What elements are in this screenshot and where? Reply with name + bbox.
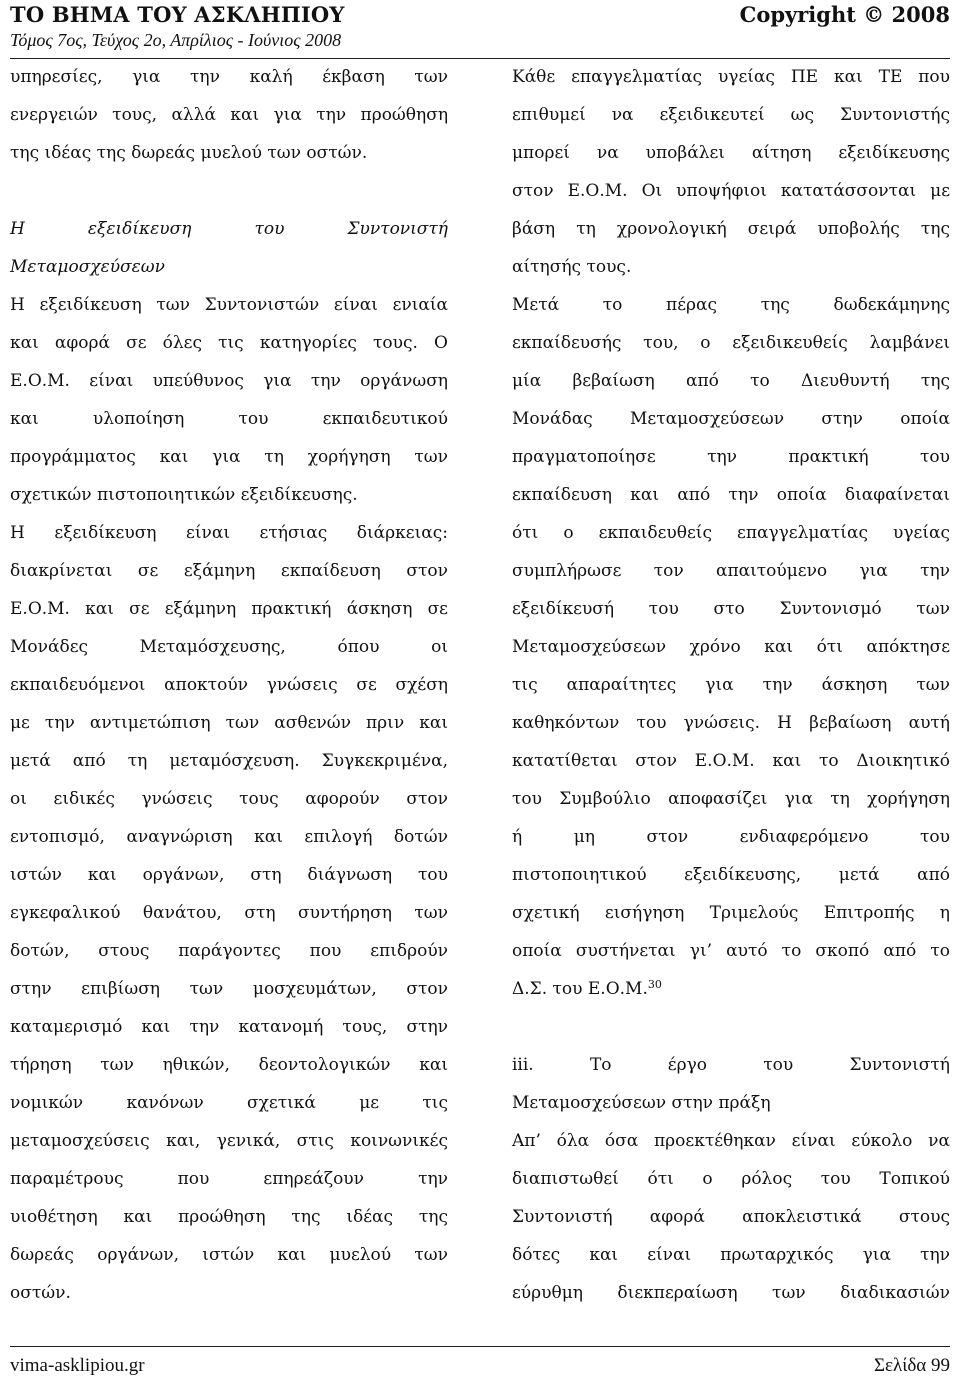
right-text-line <box>512 932 950 970</box>
right-text-line <box>512 1084 950 1122</box>
right-text-line <box>512 248 950 286</box>
left-text-line <box>10 1008 448 1046</box>
right-text-line <box>512 58 950 96</box>
line-text: και αφορά σε όλες τις κατηγορίες τους. Ο <box>10 333 448 353</box>
right-text-line <box>512 476 950 514</box>
line-text: τήρηση των ηθικών, δεοντολογικών και <box>10 1055 448 1075</box>
line-text: Η εξειδίκευση των Συντονιστών είναι ενιαία <box>10 295 448 315</box>
right-text-line <box>512 666 950 704</box>
right-text-line <box>512 590 950 628</box>
line-text: δωρεάς οργάνων, ιστών και μυελού των <box>10 1245 448 1265</box>
left-text-line <box>10 96 448 134</box>
right-text-line <box>512 134 950 172</box>
paragraph-gap <box>10 172 448 210</box>
line-text: της ιδέας της δωρεάς μυελού των οστών. <box>10 143 368 163</box>
line-text: εγκεφαλικού θανάτου, στη συντήρηση των <box>10 903 448 923</box>
line-text: ή μη στον ενδιαφερόμενο του <box>512 827 950 847</box>
line-text: εξειδίκευσή του στο Συντονισμό των <box>512 599 950 619</box>
line-text: και υλοποίηση του εκπαιδευτικού <box>10 409 448 429</box>
line-text: εκπαιδευόμενοι αποκτούν γνώσεις σε σχέση <box>10 675 448 695</box>
line-text: βάση τη χρονολογική σειρά υποβολής της <box>512 219 950 239</box>
line-text: κατατίθεται στον Ε.Ο.Μ. και το Διοικητικό <box>512 751 950 771</box>
line-text: πραγματοποίησε την πρακτική του <box>512 447 950 467</box>
footnote-reference: 30 <box>647 978 662 991</box>
right-text-line <box>512 628 950 666</box>
left-text-line <box>10 894 448 932</box>
right-text-line <box>512 894 950 932</box>
right-text-line <box>512 96 950 134</box>
line-text: καταμερισμό και την κατανομή τους, στην <box>10 1017 448 1037</box>
line-text: του Συμβούλιο αποφασίζει για τη χορήγηση <box>512 789 950 809</box>
left-text-line <box>10 248 448 286</box>
left-text-line <box>10 1084 448 1122</box>
line-text: εύρυθμη διεκπεραίωση των διαδικασιών <box>512 1283 950 1303</box>
left-text-line <box>10 134 448 172</box>
left-text-line <box>10 514 448 552</box>
line-text: προγράμματος και για τη χορήγηση των <box>10 447 448 467</box>
right-text-line <box>512 400 950 438</box>
page-footer <box>10 1346 950 1381</box>
line-text: πιστοποιητικού εξειδίκευσης, μετά από <box>512 865 950 885</box>
right-text-line <box>512 1160 950 1198</box>
left-text-line <box>10 1198 448 1236</box>
line-text: Μεταμοσχεύσεων στην πράξη <box>512 1093 771 1113</box>
line-text: Η εξειδίκευση είναι ετήσιας διάρκειας: <box>10 523 448 543</box>
journal-title: ΤΟ ΒΗΜΑ ΤΟΥ ΑΣΚΛΗΠΙΟΥ <box>10 2 345 27</box>
line-text: νομικών κανόνων σχετικά με τις <box>10 1093 448 1113</box>
line-text: δοτών, στους παράγοντες που επιδρούν <box>10 941 448 961</box>
left-text-line <box>10 742 448 780</box>
line-text: Μεταμοσχεύσεων χρόνο και ότι απόκτησε <box>512 637 950 657</box>
left-text-line <box>10 1236 448 1274</box>
left-text-line <box>10 552 448 590</box>
right-text-line <box>512 438 950 476</box>
line-text: δότες και είναι πρωταρχικός για την <box>512 1245 950 1265</box>
line-text: iii. Το έργο του Συντονιστή <box>512 1055 950 1075</box>
right-text-line <box>512 1236 950 1274</box>
left-text-line <box>10 210 448 248</box>
line-text: μετά από τη μεταμόσχευση. Συγκεκριμένα, <box>10 751 448 771</box>
line-text: με την αντιμετώπιση των ασθενών πριν και <box>10 713 448 733</box>
line-text: οποία συστήνεται γι’ αυτό το σκοπό από το <box>512 941 950 961</box>
line-text: συμπλήρωσε τον απαιτούμενο για την <box>512 561 950 581</box>
line-text: Συντονιστή αφορά αποκλειστικά στους <box>512 1207 950 1227</box>
line-text: υπηρεσίες, για την καλή έκβαση των <box>10 67 448 87</box>
line-text: διαπιστωθεί ότι ο ρόλος του Τοπικού <box>512 1169 950 1189</box>
left-text-line <box>10 932 448 970</box>
line-text: εκπαίδευσής του, ο εξειδικευθείς λαμβάνει <box>512 333 950 353</box>
line-text: Κάθε επαγγελματίας υγείας ΠΕ και ΤΕ που <box>512 67 950 87</box>
right-text-line <box>512 324 950 362</box>
right-text-line <box>512 1198 950 1236</box>
right-text-line <box>512 818 950 856</box>
paragraph-gap <box>512 1008 950 1046</box>
right-text-line <box>512 286 950 324</box>
copyright-notice: Copyright © 2008 <box>739 2 950 27</box>
right-text-line <box>512 362 950 400</box>
line-text: Η εξειδίκευση του Συντονιστή <box>10 219 448 239</box>
right-text-line <box>512 856 950 894</box>
left-text-line <box>10 780 448 818</box>
left-text-line <box>10 856 448 894</box>
left-text-line <box>10 970 448 1008</box>
line-text: καθηκόντων του γνώσεις. Η βεβαίωση αυτή <box>512 713 950 733</box>
line-text: Απ’ όλα όσα προεκτέθηκαν είναι εύκολο να <box>512 1131 950 1151</box>
right-text-line <box>512 514 950 552</box>
line-text: Ε.Ο.Μ. και σε εξάμηνη πρακτική άσκηση σε <box>10 599 448 619</box>
left-text-line <box>10 818 448 856</box>
line-text: Μονάδας Μεταμοσχεύσεων στην οποία <box>512 409 950 429</box>
line-text: παραμέτρους που επηρεάζουν την <box>10 1169 448 1189</box>
line-text: αίτησής τους. <box>512 257 632 277</box>
line-text: μπορεί να υποβάλει αίτηση εξειδίκευσης <box>512 143 950 163</box>
right-text-line <box>512 970 950 1008</box>
right-text-line <box>512 1046 950 1084</box>
line-text: οι ειδικές γνώσεις τους αφορούν στον <box>10 789 448 809</box>
line-text: στην επιβίωση των μοσχευμάτων, στον <box>10 979 448 999</box>
line-text: ότι ο εκπαιδευθείς επαγγελματίας υγείας <box>512 523 950 543</box>
line-text: μία βεβαίωση από το Διευθυντή της <box>512 371 950 391</box>
line-text: σχετική εισήγηση Τριμελούς Επιτροπής η <box>512 903 950 923</box>
left-text-line <box>10 1046 448 1084</box>
right-text-line <box>512 1274 950 1312</box>
line-text: μεταμοσχεύσεις και, γενικά, στις κοινωνικές <box>10 1131 448 1151</box>
left-text-line <box>10 628 448 666</box>
line-text: τις απαραίτητες για την άσκηση των <box>512 675 950 695</box>
website-link[interactable]: vima-asklipiou.gr <box>10 1355 145 1376</box>
left-text-line <box>10 1274 448 1312</box>
line-text: Μετά το πέρας της δωδεκάμηνης <box>512 295 950 315</box>
left-text-line <box>10 286 448 324</box>
right-text-line <box>512 210 950 248</box>
page-number: Σελίδα 99 <box>873 1355 950 1376</box>
line-text: Μονάδες Μεταμόσχευσης, όπου οι <box>10 637 448 657</box>
line-text: ιστών και οργάνων, στη διάγνωση του <box>10 865 448 885</box>
right-text-line <box>512 742 950 780</box>
right-text-line <box>512 704 950 742</box>
left-text-line <box>10 324 448 362</box>
left-text-line <box>10 362 448 400</box>
left-text-line <box>10 704 448 742</box>
line-text: Μεταμοσχεύσεων <box>10 257 165 277</box>
line-text: επιθυμεί να εξειδικευτεί ως Συντονιστής <box>512 105 950 125</box>
line-text: οστών. <box>10 1283 71 1303</box>
line-text: σχετικών πιστοποιητικών εξειδίκευσης. <box>10 485 358 505</box>
left-text-line <box>10 58 448 96</box>
right-text-line <box>512 1122 950 1160</box>
left-text-line <box>10 438 448 476</box>
right-text-line <box>512 552 950 590</box>
line-text: στον Ε.Ο.Μ. Οι υποψήφιοι κατατάσσονται με <box>512 181 950 201</box>
left-text-line <box>10 400 448 438</box>
right-text-line <box>512 780 950 818</box>
left-text-line <box>10 476 448 514</box>
left-text-line <box>10 1122 448 1160</box>
line-text: Δ.Σ. του Ε.Ο.Μ. <box>512 979 648 999</box>
line-text: Ε.Ο.Μ. είναι υπεύθυνος για την οργάνωση <box>10 371 448 391</box>
left-text-line <box>10 590 448 628</box>
left-column <box>10 58 448 1312</box>
journal-issue: Τόμος 7ος, Τεύχος 2ο, Απρίλιος - Ιούνιος 2008 <box>10 30 342 50</box>
page-header <box>10 0 950 59</box>
line-text: υιοθέτηση και προώθηση της ιδέας της <box>10 1207 448 1227</box>
line-text: διακρίνεται σε εξάμηνη εκπαίδευση στον <box>10 561 448 581</box>
line-text: εκπαίδευση και από την οποία διαφαίνεται <box>512 485 950 505</box>
right-column <box>512 58 950 1312</box>
line-text: ενεργειών τους, αλλά και για την προώθηση <box>10 105 448 125</box>
right-text-line <box>512 172 950 210</box>
left-text-line <box>10 666 448 704</box>
line-text: εντοπισμό, αναγνώριση και επιλογή δοτών <box>10 827 448 847</box>
left-text-line <box>10 1160 448 1198</box>
